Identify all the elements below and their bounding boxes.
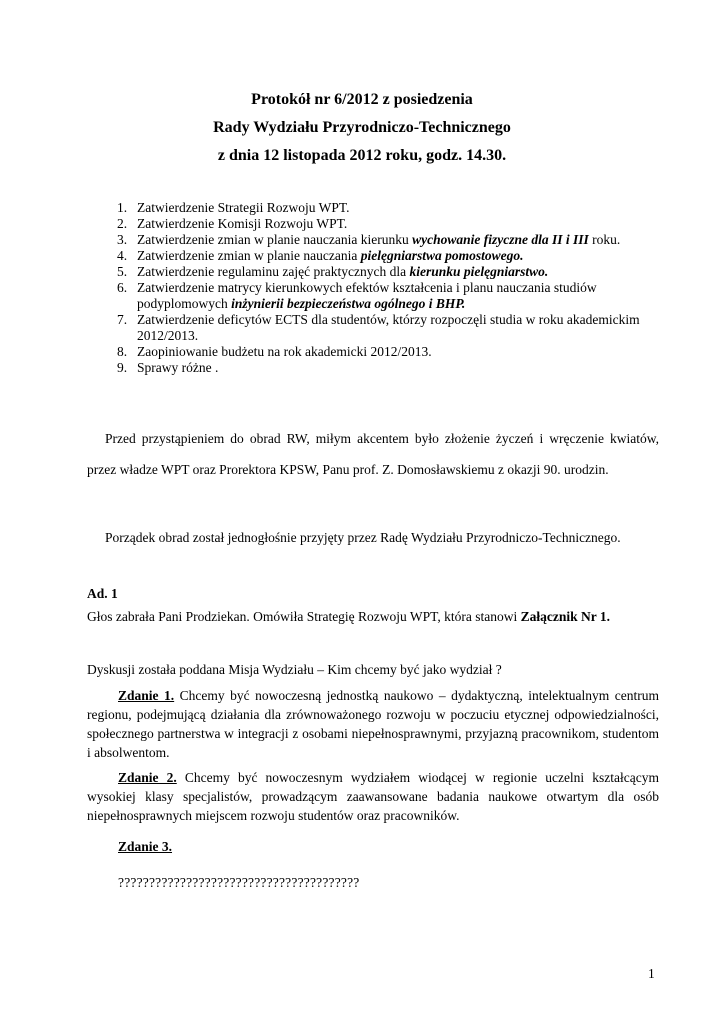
ad1-text: Głos zabrała Pani Prodziekan. Omówiła Strategię Rozwoju WPT, która stanowi xyxy=(87,609,521,624)
agenda-item xyxy=(117,200,662,216)
agenda-item xyxy=(117,248,662,264)
agenda-text: Zatwierdzenie Strategii Rozwoju WPT. xyxy=(137,200,350,215)
agenda-text: Zatwierdzenie deficytów ECTS dla studentów, którzy rozpoczęli studia w roku akademickim 2012/2013. xyxy=(137,312,640,343)
title-line-2: Rady Wydziału Przyrodniczo-Technicznego xyxy=(213,119,511,136)
agenda-text: Zatwierdzenie zmian w planie nauczania kierunku xyxy=(137,232,413,247)
page-number: 1 xyxy=(648,966,655,981)
agenda-emphasis: inżynierii bezpieczeństwa ogólnego i BHP. xyxy=(231,296,466,311)
agenda-number: 9. xyxy=(117,360,128,375)
zdanie-label: Zdanie 2. xyxy=(118,770,177,785)
title-line-3: z dnia 12 listopada 2012 roku, godz. 14.30. xyxy=(217,147,507,164)
agenda-text: Zatwierdzenie matrycy kierunkowych efektów kształcenia i planu nauczania studiów podyplomowych xyxy=(137,280,597,311)
attachment-reference: Załącznik Nr 1. xyxy=(520,609,611,624)
agenda-number: 8. xyxy=(117,344,128,359)
agenda-emphasis: wychowanie fizyczne dla II i III xyxy=(412,232,589,247)
agenda-item xyxy=(117,264,662,280)
agenda-number: 1. xyxy=(117,200,128,215)
agenda-number: 6. xyxy=(117,280,128,295)
agenda-item xyxy=(117,312,662,344)
title-line-1: Protokół nr 6/2012 z posiedzenia xyxy=(251,91,473,108)
agenda-text-after: roku. xyxy=(588,232,621,247)
agenda-number: 3. xyxy=(117,232,128,247)
zdanie-text: Chcemy być nowoczesną jednostką naukowo – dydaktyczną, intelektualnym centrum regionu, podejmującą działania dla zrównoważonego rozwoju w poczuciu etycznej odpowiedzialności, społecznego partnerstwa w integracji z osobami niepełnosprawnymi, przyjazną pracownikom, studentom i absolwentom. xyxy=(87,688,659,760)
zdanie-3-text: ??????????????????????????????????????? xyxy=(118,875,360,890)
ad1-paragraph xyxy=(87,609,610,625)
agenda-number: 7. xyxy=(117,312,128,327)
ad1-heading: Ad. 1 xyxy=(87,586,118,601)
order-paragraph xyxy=(87,528,659,548)
agenda-text: Zatwierdzenie Komisji Rozwoju WPT. xyxy=(137,216,348,231)
agenda-item xyxy=(117,344,662,360)
agenda-number: 4. xyxy=(117,248,128,263)
mission-question: Dyskusji została poddana Misja Wydziału – Kim chcemy być jako wydział ? xyxy=(87,662,502,677)
agenda-text: Zatwierdzenie regulaminu zajęć praktycznych dla xyxy=(137,264,410,279)
agenda-text: Zaopiniowanie budżetu na rok akademicki 2012/2013. xyxy=(137,344,432,359)
agenda-emphasis: pielęgniarstwa pomostowego. xyxy=(360,248,524,263)
agenda-item xyxy=(117,280,662,312)
agenda-item xyxy=(117,232,662,248)
agenda-list xyxy=(117,200,662,376)
zdanie-3-label: Zdanie 3. xyxy=(118,839,173,854)
agenda-number: 2. xyxy=(117,216,128,231)
intro-paragraph xyxy=(87,423,659,485)
order-text: Porządek obrad został jednogłośnie przyjęty przez Radę Wydziału Przyrodniczo-Technicznego. xyxy=(105,530,621,545)
zdanie-2-paragraph xyxy=(87,768,659,825)
agenda-number: 5. xyxy=(117,264,128,279)
agenda-item xyxy=(117,360,662,376)
zdanie-text: Chcemy być nowoczesnym wydziałem wiodącej w regionie uczelni kształcącym wysokiej klasy specjalistów, prowadzącym zaawansowane badania naukowe otwartym dla osób niepełnosprawnych miejscem rozwoju studentów oraz pracowników. xyxy=(87,770,660,823)
agenda-text: Sprawy różne . xyxy=(137,360,219,375)
agenda-emphasis: kierunku pielęgniarstwo. xyxy=(409,264,549,279)
zdanie-1-paragraph xyxy=(87,686,659,762)
agenda-item xyxy=(117,216,662,232)
agenda-text: Zatwierdzenie zmian w planie nauczania xyxy=(137,248,361,263)
zdanie-label: Zdanie 1. xyxy=(118,688,175,703)
intro-text: Przed przystąpieniem do obrad RW, miłym akcentem było złożenie życzeń i wręczenie kwiatów, przez władze WPT oraz Prorektora KPSW, Panu prof. Z. Domosławskiemu z okazji 90. urodzin. xyxy=(87,431,659,477)
